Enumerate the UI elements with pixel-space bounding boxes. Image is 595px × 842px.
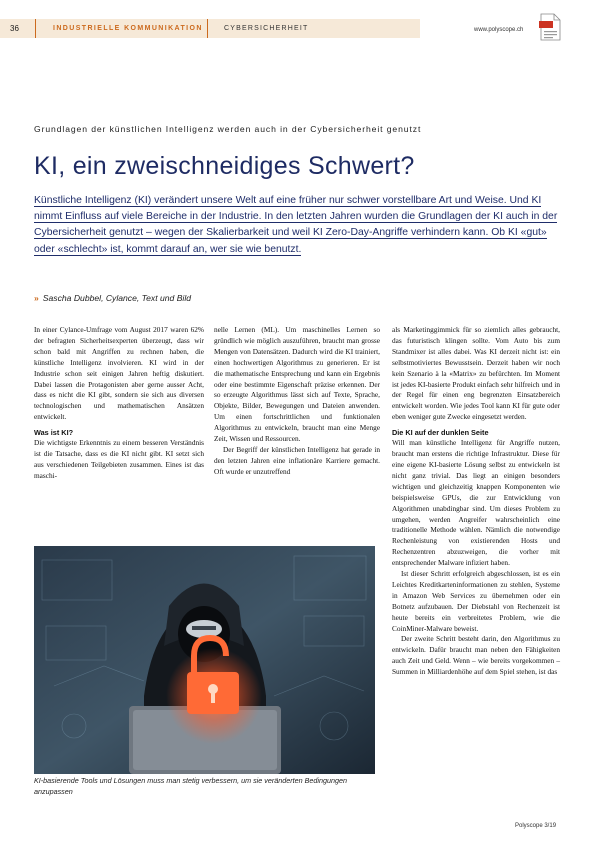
paragraph: nelle Lernen (ML). Um maschinelles Lernen so gründlich wie möglich auszuführen, braucht man grosse Mengen von Datensätzen. Dadurch wird die KI trainiert, einen hochwertigen Algorithmus zu generieren. Er ist die mathematische Entsprechung und kann ein Ergebnis oder eine bestimmte Eigenschaft präzise erkennen. Der so erzeugte Algorithmus lässt sich auf Texte, Sprache, Objekte, Bilder, Bewegungen und Dateien anwenden. Um einen fortschrittlichen und funktionalen Algorithmus zu entwickeln, braucht man eine Menge Zeit, Wissen und Ressourcen.	[214, 325, 380, 444]
hacker-photo	[34, 546, 375, 774]
author-line	[34, 293, 191, 303]
article-title: KI, ein zweischneidiges Schwert?	[34, 152, 415, 180]
lead-text: Künstliche Intelligenz (KI) verändert unsere Welt auf eine früher nur schwer vorstellbare Art und Weise. Und KI nimmt Einfluss auf viele Bereiche in der Industrie. In den letzten Jahren wurden die Grundlagen der KI auch in der Cybersicherheit genutzt – wegen der Skalierbarkeit und weil KI Zero-Day-Angriffe verhindern kann. Ob KI «gut» oder «schlecht» ist, kommt darauf an, wer sie wie benutzt.	[34, 195, 558, 255]
text-column-3	[392, 325, 560, 678]
paragraph: Der zweite Schritt besteht darin, den Algorithmus zu entwickeln. Dafür braucht man neben den Fähigkeiten auch Zeit und Geld. Wenn – wie bereits vorgekommen – Summen in Milliardenhöhe auf dem Spiel stehen, ist das	[392, 634, 560, 677]
figure-caption: KI-basierende Tools und Lösungen muss man stetig verbessern, um sie veränderten Bedingungen anzupassen	[34, 776, 347, 796]
header-divider	[35, 19, 36, 38]
article-kicker: Grundlagen der künstlichen Intelligenz werden auch in der Cybersicherheit genutzt	[34, 124, 422, 134]
website-link[interactable]: www.polyscope.ch	[474, 27, 524, 33]
author-text: Sascha Dubbel, Cylance, Text und Bild	[42, 293, 192, 303]
paragraph: Will man künstliche Intelligenz für Angriffe nutzen, braucht man erstens die richtige Infrastruktur. Diese für eine eigene KI-basierte Lösung selbst zu entwickeln ist nicht ganz trivial. Das liegt an einigen besonders wichtigen und gleichzeitig knappen Komponenten wie beispielsweise GPUs, die zur Entwicklung von Algorithmen unabdingbar sind. Um dieses Problem zu umgehen, werden Angreifer wahrscheinlich eine traditionelle Methode wählen. Nämlich die notwendige Rechenleistung von existierenden Hosts und Rechenzentren abzuzweigen, die vorher mit entsprechender Malware infiziert haben.	[392, 438, 560, 568]
text-column-1	[34, 325, 204, 482]
page-header	[0, 19, 595, 38]
paragraph: Die wichtigste Erkenntnis zu einem besseren Verständnis ist die Tatsache, dass es die KI nicht gibt. KI setzt sich aus verschiedenen Teilgebieten zusammen. Eines ist das maschi-	[34, 438, 204, 480]
section-label: INDUSTRIELLE KOMMUNIKATION	[53, 25, 203, 32]
topic-label: CYBERSICHERHEIT	[224, 25, 309, 32]
text-column-2	[214, 325, 380, 478]
page-number: 36	[10, 24, 19, 33]
paragraph: Der Begriff der künstlichen Intelligenz hat gerade in den letzten Jahren eine inflationäre Karriere gemacht. Oft wurde er unzutreffend	[214, 444, 380, 476]
paragraph: In einer Cylance-Umfrage vom August 2017 waren 62% der befragten Sicherheitsexperten überzeugt, dass wir schon bald mit Angriffen zu rechnen haben, die künstliche Intelligenz involvieren. KI wird in der Industrie schon seit einigen Jahren heftig diskutiert. Dabei lassen die Protagonisten aber gerne ausser Acht, dass es nicht die KI gibt, sondern sie sich aus diversen technologischen und mathematischen Ansätzen entwickelt.	[34, 325, 204, 422]
paragraph: Ist dieser Schritt erfolgreich abgeschlossen, ist es ein Leichtes Kreditkarteninformationen zu stehlen, Systeme in Amazon Web Services zu übernehmen oder ein Botnetz aufzubauen. Der Diebstahl von Rechenzeit ist heute bereits ein verbreitetes Problem, wie die CoinMiner-Malware beweist.	[392, 569, 560, 633]
article-lead	[34, 193, 564, 258]
paragraph: als Marketinggimmick für so ziemlich alles gebraucht, das futuristisch klingen sollte. Vom Auto bis zum Standmixer ist alles dabei. Was KI derzeit nicht ist: ein selbstmotiviertes Bewusstsein. Derzeit haben wir noch kein Szenario à la «Matrix» zu befürchten. Im Moment ist jedes KI-basierte Produkt einfach sehr hilfreich und in der Regel für einen eng begrenzten Einsatzbereich entwickelt worden. Wie jedes Tool kann KI für gute oder eben weniger gute Zwecke eingesetzt werden.	[392, 325, 560, 422]
page-footer: Polyscope 3/19	[515, 823, 557, 829]
double-chevron-icon: »	[34, 293, 39, 303]
header-divider	[207, 19, 208, 38]
subheading: Was ist KI?	[34, 428, 74, 438]
subheading: Die KI auf der dunklen Seite	[392, 428, 489, 438]
pdf-document-icon	[539, 13, 561, 41]
